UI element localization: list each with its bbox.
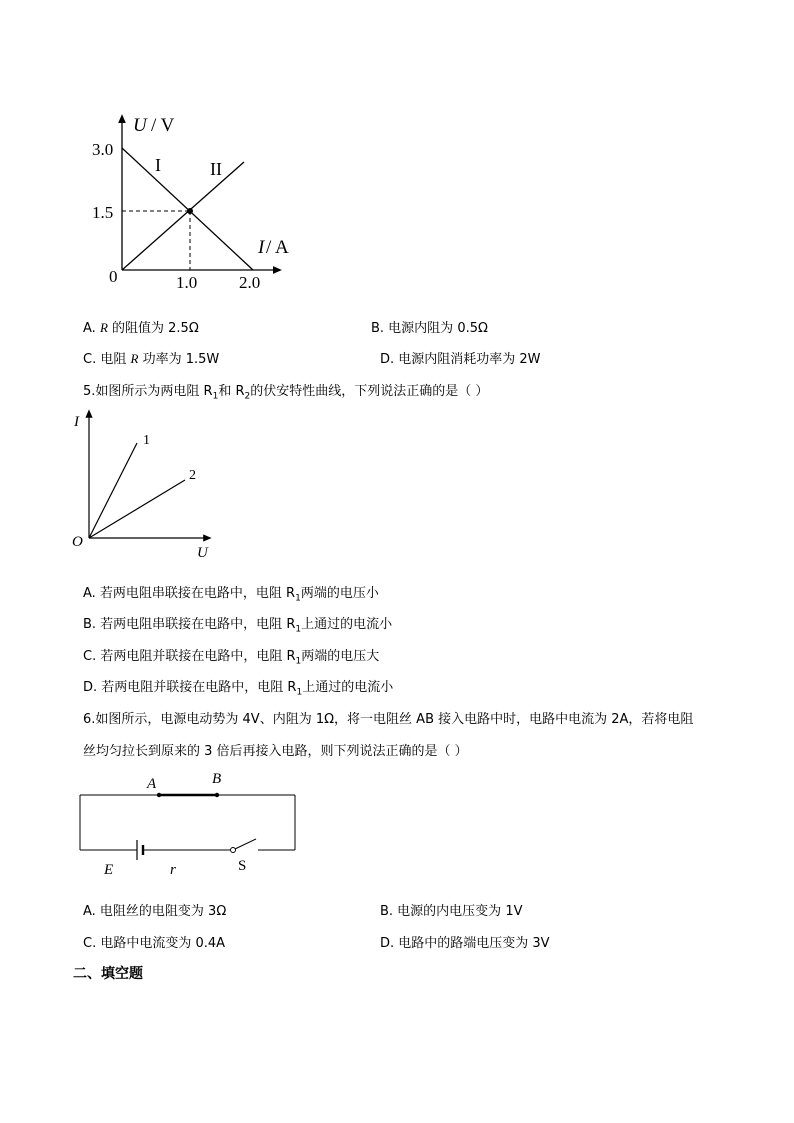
q5-stem-sub1: 1 — [212, 391, 219, 402]
q5-option-b-pre: B. 若两电阻串联接在电路中，电阻 R — [83, 617, 296, 632]
q5-option-c-sub: 1 — [295, 656, 302, 667]
q6-option-b: B. 电源的内电压变为 1V — [380, 904, 523, 919]
q6-stem-line1: 6.如图所示，电源电动势为 4V、内阻为 1Ω，将一电阻丝 AB 接入电路中时，电路中电流为 2A，若将电阻 — [83, 712, 694, 727]
q5-option-a-post: 两端的电压小 — [300, 586, 379, 601]
x-tick-1: 1.0 — [176, 273, 198, 292]
q4-option-a-var: R — [99, 320, 108, 335]
q4-option-b: B. 电源内阻为 0.5Ω — [371, 321, 488, 336]
q5-option-c-pre: C. 若两电阻并联接在电路中，电阻 R — [83, 649, 296, 664]
section-title-fill-blank: 二、填空题 — [73, 966, 143, 982]
q5-stem-post: 的伏安特性曲线，下列说法正确的是（ ） — [250, 384, 489, 399]
y-label-unit: / V — [151, 115, 175, 136]
terminal-b — [215, 793, 219, 797]
q4-option-a-prefix: A. — [83, 321, 96, 336]
q5-option-a-pre: A. 若两电阻串联接在电路中，电阻 R — [83, 586, 296, 601]
iu-origin-label: O — [72, 534, 83, 550]
q4-option-c-prefix: C. 电阻 — [83, 352, 131, 367]
q4-option-c-text: 功率为 1.5W — [138, 352, 220, 367]
q4-option-a-text: 的阻值为 2.5Ω — [107, 321, 199, 336]
q5-stem-mid: 和 R — [218, 384, 245, 399]
iu-line-2-label: 2 — [189, 468, 196, 483]
q4-option-c-var: R — [130, 351, 139, 366]
q6-stem-line2: 丝均匀拉长到原来的 3 倍后再接入电路，则下列说法正确的是（ ） — [83, 744, 468, 759]
x-label-I: I — [258, 237, 265, 258]
label-s: S — [238, 858, 247, 874]
y-tick-1-5: 1.5 — [92, 203, 114, 222]
origin-label: 0 — [109, 267, 118, 286]
q5-stem-pre: 5.如图所示为两电阻 R — [83, 384, 213, 399]
q5-option-a-sub: 1 — [295, 593, 301, 604]
q5-option-d-pre: D. 若两电阻并联接在电路中，电阻 R — [83, 680, 297, 695]
iu-y-label: I — [74, 414, 79, 430]
label-a: A — [147, 776, 157, 792]
x-tick-2: 2.0 — [239, 273, 261, 292]
switch-contact — [231, 848, 236, 853]
y-tick-3: 3.0 — [92, 140, 114, 159]
line-II-label: II — [210, 159, 222, 179]
q6-option-d: D. 电路中的路端电压变为 3V — [380, 936, 550, 951]
q5-option-c-post: 两端的电压大 — [301, 649, 380, 664]
x-label-unit: / A — [266, 237, 289, 258]
line-I-label: I — [155, 155, 161, 175]
label-r: r — [170, 862, 176, 878]
q5-option-d-sub: 1 — [296, 687, 303, 698]
q4-option-d: D. 电源内阻消耗功率为 2W — [380, 352, 541, 367]
terminal-a — [157, 793, 161, 797]
q6-option-c: C. 电路中电流变为 0.4A — [83, 936, 226, 951]
q5-stem-sub2: 2 — [244, 391, 251, 402]
q6-option-a: A. 电阻丝的电阻变为 3Ω — [83, 904, 227, 919]
label-e: E — [104, 862, 114, 878]
q5-option-b-post: 上通过的电流小 — [301, 617, 393, 632]
label-b: B — [212, 771, 222, 787]
q5-option-b-sub: 1 — [295, 624, 302, 635]
iu-x-label: U — [197, 545, 208, 561]
iu-line-1-label: 1 — [143, 433, 150, 448]
switch-blade — [235, 839, 256, 849]
y-label-U: U — [133, 115, 147, 136]
q5-option-d-post: 上通过的电流小 — [302, 680, 394, 695]
